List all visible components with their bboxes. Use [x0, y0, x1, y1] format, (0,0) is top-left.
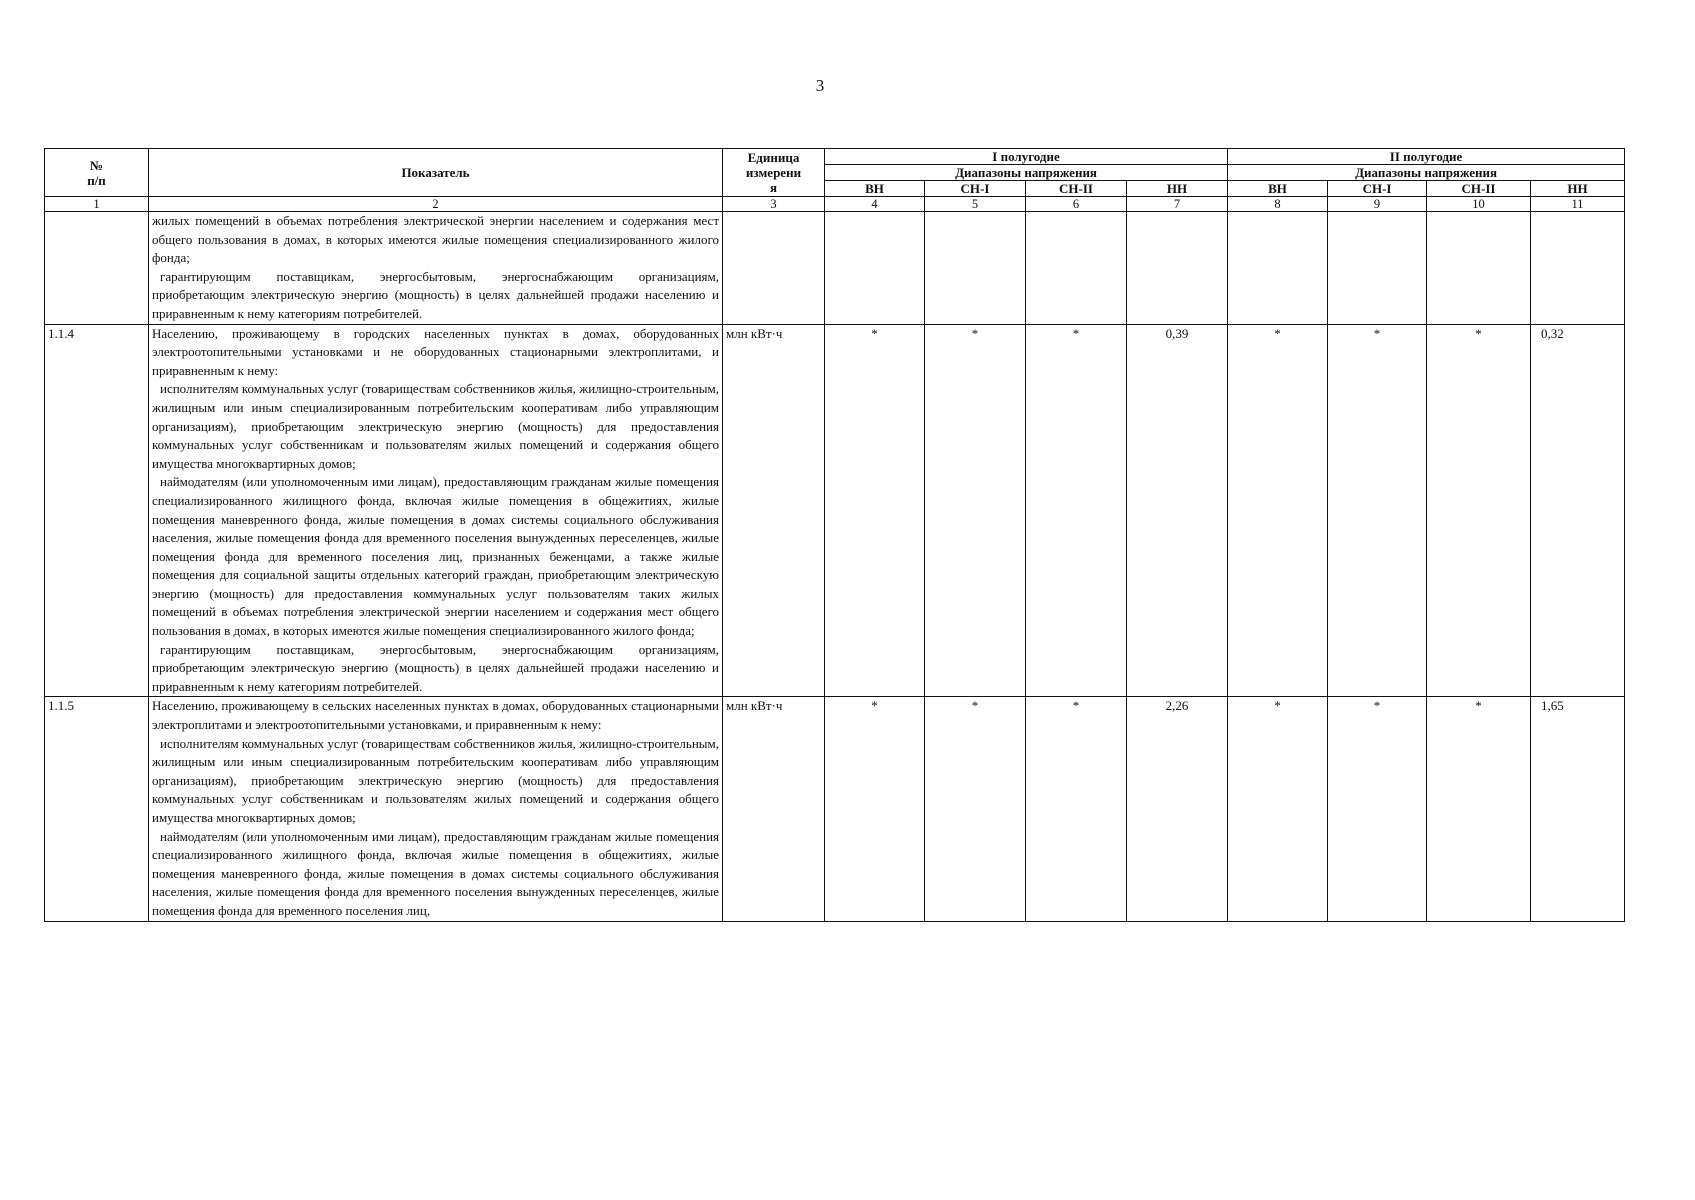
indicator-paragraph: исполнителям коммунальных услуг (товариществам собственников жилья, жилищно-строительным, жилищным или иным специализированным потребительским кооперативам либо управляющим организациям), приобретающим электрическую энергию (мощность) для предоставления коммунальных услуг собственникам и пользователям жилых помещений и содержания общего имущества многоквартирных домов;: [152, 735, 719, 825]
header-voltage: СН-II: [1026, 181, 1127, 197]
value-cell: *: [1328, 324, 1427, 697]
row-indicator: [149, 697, 723, 921]
value-cell: [1531, 212, 1625, 325]
table-row: [45, 212, 1625, 325]
header-voltage: ВН: [1228, 181, 1328, 197]
table-row: [45, 697, 1625, 921]
header-voltage: СН-I: [1328, 181, 1427, 197]
value-cell: [1328, 212, 1427, 325]
value-cell: *: [825, 324, 925, 697]
value-cell: [925, 212, 1026, 325]
header-indicator: Показатель: [149, 149, 723, 197]
indicator-paragraph: жилых помещений в объемах потребления электрической энергии населением и содержания мест общего пользования в домах, в которых имеются жилые помещения специализированного жилого фонда;: [152, 213, 719, 266]
indicator-paragraph: наймодателям (или уполномоченным ими лицам), предоставляющим гражданам жилые помещения специализированного жилищного фонда, включая жилые помещения в общежитиях, жилые помещения маневренного фонда, жилые помещения в домах системы социального обслуживания населения, жилые помещения фонда для временного поселения вынужденных переселенцев, жилые помещения фонда для временного поселения лиц,: [152, 828, 719, 918]
value-cell: *: [1328, 697, 1427, 921]
column-number: 7: [1127, 197, 1228, 212]
value-cell: 0,39: [1127, 324, 1228, 697]
indicator-paragraph: Населению, проживающему в сельских населенных пунктах в домах, оборудованных стационарными электроплитами и электроотопительными установками, и приравненным к нему:: [152, 698, 719, 733]
row-unit: [723, 212, 825, 325]
value-cell: *: [1228, 697, 1328, 921]
column-number: 1: [45, 197, 149, 212]
value-cell: [1228, 212, 1328, 325]
column-number: 5: [925, 197, 1026, 212]
value-cell: [1026, 212, 1127, 325]
header-half1: I полугодие: [825, 149, 1228, 165]
row-number: [45, 212, 149, 325]
column-number: 9: [1328, 197, 1427, 212]
value-cell: 0,32: [1531, 324, 1625, 697]
value-cell: *: [1427, 324, 1531, 697]
indicator-paragraph: гарантирующим поставщикам, энергосбытовым, энергоснабжающим организациям, приобретающим электрическую энергию (мощность) в целях дальнейшей продажи населению и приравненным к нему категориям потребителей.: [152, 641, 719, 694]
indicator-paragraph: исполнителям коммунальных услуг (товариществам собственников жилья, жилищно-строительным, жилищным или иным специализированным потребительским кооперативам либо управляющим организациям), приобретающим электрическую энергию (мощность) для предоставления коммунальных услуг собственникам и пользователям жилых помещений и содержания общего имущества многоквартирных домов;: [152, 381, 719, 471]
value-cell: 1,65: [1531, 697, 1625, 921]
value-cell: 2,26: [1127, 697, 1228, 921]
column-number: 10: [1427, 197, 1531, 212]
value-cell: [825, 212, 925, 325]
value-cell: *: [925, 324, 1026, 697]
indicator-paragraph: наймодателям (или уполномоченным ими лицам), предоставляющим гражданам жилые помещения специализированного жилищного фонда, включая жилые помещения в общежитиях, жилые помещения маневренного фонда, жилые помещения в домах системы социального обслуживания населения, жилые помещения фонда для временного поселения вынужденных переселенцев, жилые помещения фонда для временного поселения лиц, признанных беженцами, а также жилые помещения для социальной защиты отдельных категорий граждан, приобретающим электрическую энергию (мощность) для предоставления коммунальных услуг пользователям таких жилых помещений в объемах потребления электрической энергии населением и содержания мест общего пользования в домах, в которых имеются жилые помещения специализированного жилого фонда;: [152, 474, 719, 639]
header-ranges-2: Диапазоны напряжения: [1228, 165, 1625, 181]
row-unit: млн кВт·ч: [723, 697, 825, 921]
column-number: 6: [1026, 197, 1127, 212]
header-ranges-1: Диапазоны напряжения: [825, 165, 1228, 181]
row-number: 1.1.5: [45, 697, 149, 921]
column-number: 4: [825, 197, 925, 212]
value-cell: *: [825, 697, 925, 921]
header-voltage: СН-I: [925, 181, 1026, 197]
column-number: 3: [723, 197, 825, 212]
column-numbers-row: [45, 197, 1625, 212]
column-number: 2: [149, 197, 723, 212]
table-header: [45, 149, 1625, 212]
header-voltage: СН-II: [1427, 181, 1531, 197]
value-cell: *: [1228, 324, 1328, 697]
value-cell: *: [1026, 697, 1127, 921]
header-voltage: ВН: [825, 181, 925, 197]
indicator-paragraph: гарантирующим поставщикам, энергосбытовым, энергоснабжающим организациям, приобретающим электрическую энергию (мощность) в целях дальнейшей продажи населению и приравненным к нему категориям потребителей.: [152, 268, 719, 321]
value-cell: [1427, 212, 1531, 325]
header-voltage: НН: [1127, 181, 1228, 197]
row-unit: млн кВт·ч: [723, 324, 825, 697]
value-cell: [1127, 212, 1228, 325]
tariff-table: [44, 148, 1625, 922]
row-indicator: [149, 212, 723, 325]
column-number: 8: [1228, 197, 1328, 212]
header-half2: II полугодие: [1228, 149, 1625, 165]
value-cell: *: [1427, 697, 1531, 921]
column-number: 11: [1531, 197, 1625, 212]
header-voltage: НН: [1531, 181, 1625, 197]
header-unit: Единица измерени я: [723, 149, 825, 197]
row-indicator: [149, 324, 723, 697]
indicator-paragraph: Населению, проживающему в городских населенных пунктах в домах, оборудованных электроотопительными установками и не оборудованных стационарными электроплитами, и приравненным к нему:: [152, 325, 719, 378]
table-row: [45, 324, 1625, 697]
page-number: 3: [815, 76, 825, 95]
value-cell: *: [925, 697, 1026, 921]
row-number: 1.1.4: [45, 324, 149, 697]
value-cell: *: [1026, 324, 1127, 697]
header-num: № п/п: [45, 149, 149, 197]
